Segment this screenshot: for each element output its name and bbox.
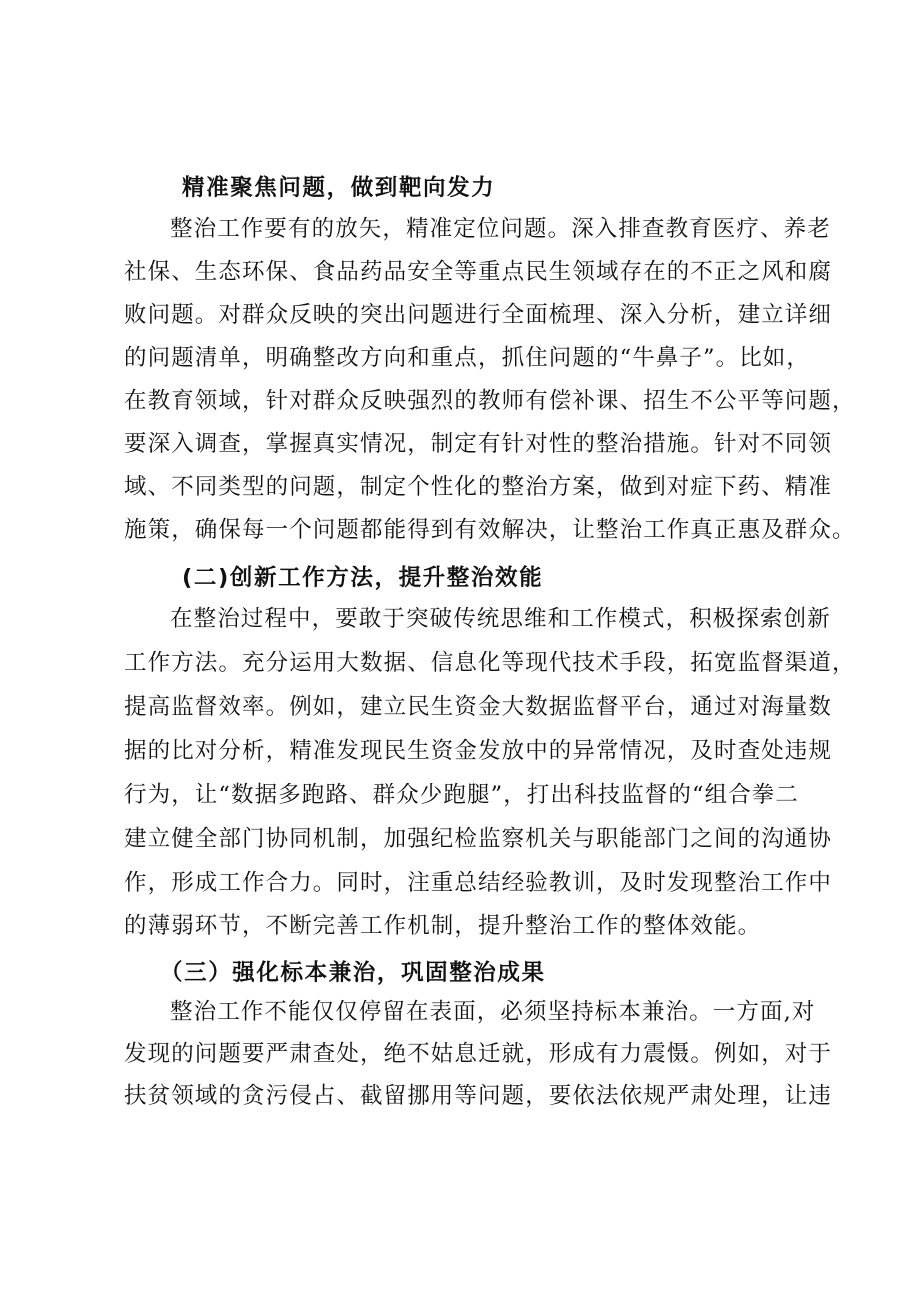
paragraph-line: 要深入调查，掌握真实情况，制定有针对性的整治措施。针对不同领: [124, 431, 833, 457]
paragraph-line: 在教育领域，针对群众反映强烈的教师有偿补课、招生不公平等问题，: [124, 388, 856, 414]
paragraph-line: 在整治过程中，要敢于突破传统思维和工作模式，积极探索创新: [170, 606, 831, 632]
paragraph-line: 据的比对分析，精准发现民生资金发放中的异常情况，及时查处违规: [124, 738, 833, 764]
paragraph-line: 整治工作要有的放矢，精准定位问题。深入排查教育医疗、养老: [170, 216, 831, 242]
paragraph-line: 败问题。对群众反映的突出问题进行全面梳理、深入分析，建立详细: [124, 302, 833, 328]
section-heading-1: 精准聚焦问题，做到靶向发力: [182, 175, 496, 201]
paragraph-line: 的问题清单，明确整改方向和重点，抓住问题的“牛鼻子”。比如，: [124, 345, 811, 371]
section-heading-2: (二)创新工作方法，提升整治效能: [182, 565, 544, 591]
paragraph-line: 行为，让“数据多跑路、群众少跑腿”，打出科技监督的“组合拳二: [124, 782, 800, 808]
paragraph-line: 施策，确保每一个问题都能得到有效解决，让整治工作真正惠及群众。: [124, 517, 856, 543]
paragraph-line: 的薄弱环节，不断完善工作机制，提升整治工作的整体效能。: [124, 913, 762, 939]
paragraph-line: 社保、生态环保、食品药品安全等重点民生领域存在的不正之风和腐: [124, 259, 833, 285]
paragraph-line: 提高监督效率。例如，建立民生资金大数据监督平台，通过对海量数: [124, 694, 833, 720]
paragraph-line: 域、不同类型的问题，制定个性化的整治方案，做到对症下药、精准: [124, 474, 833, 500]
paragraph-line: 工作方法。充分运用大数据、信息化等现代技术手段，拓宽监督渠道，: [124, 650, 856, 676]
paragraph-line: 发现的问题要严肃查处，绝不姑息迁就，形成有力震慑。例如，对于: [124, 1041, 833, 1067]
paragraph-line: 建立健全部门协同机制，加强纪检监察机关与职能部门之间的沟通协: [124, 826, 833, 852]
paragraph-line: 扶贫领域的贪污侵占、截留挪用等问题，要依法依规严肃处理，让违: [124, 1083, 833, 1109]
section-heading-3: （三）强化标本兼治，巩固整治成果: [160, 960, 546, 986]
paragraph-line: 作，形成工作合力。同时，注重总结经验教训，及时发现整治工作中: [124, 870, 833, 896]
paragraph-line: 整治工作不能仅仅停留在表面，必须坚持标本兼治。一方面,对: [170, 999, 816, 1025]
